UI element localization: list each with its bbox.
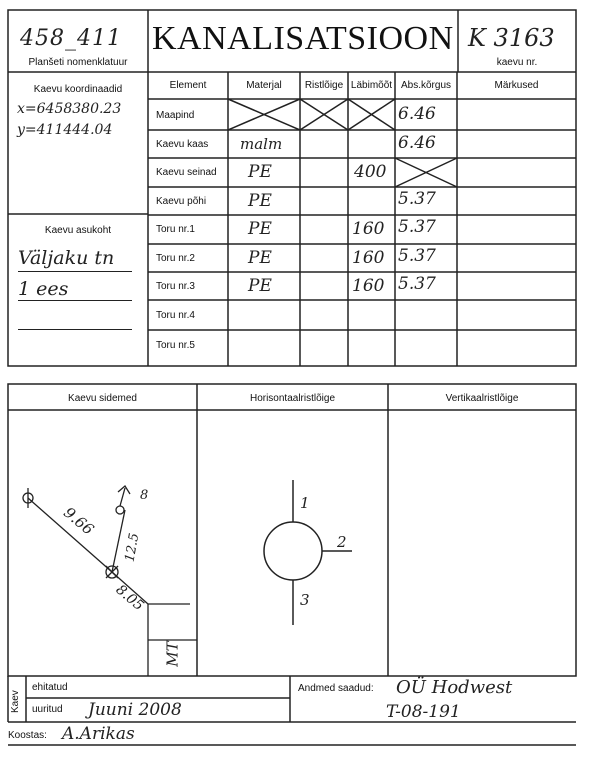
location-rule-3 [18, 329, 132, 330]
pipe-label: 3 [300, 591, 310, 609]
abs-value: 6.46 [398, 133, 436, 153]
row-label: Kaevu seinad [156, 167, 217, 178]
sketch-col-vertical: Vertikaalristlõige [445, 393, 519, 404]
coordinate-y: y=411444.04 [17, 122, 113, 138]
material-value: PE [248, 162, 272, 182]
row-label: Toru nr.5 [156, 340, 195, 351]
author-label: Koostas: [8, 730, 47, 741]
col-diameter: Läbimõõt [350, 80, 393, 91]
material-value: PE [248, 276, 272, 296]
row-label: Maapind [156, 110, 195, 121]
col-material: Materjal [246, 80, 282, 91]
pipe-label: 2 [337, 533, 347, 551]
distance-label: 12.5 [122, 531, 143, 564]
sketch-col-ties: Kaevu sidemed [68, 393, 137, 404]
data-source-label: Andmed saadud: [298, 683, 374, 694]
abs-value: 5.37 [398, 189, 436, 209]
data-source-value: OÜ Hodwest [396, 677, 513, 698]
coordinates-label: Kaevu koordinaadid [33, 84, 123, 95]
data-source-code: T-08-191 [386, 702, 461, 722]
distance-label: 9.66 [60, 503, 98, 539]
row-label: Toru nr.1 [156, 224, 195, 235]
location-line2: 1 ees [18, 278, 69, 300]
col-abs-height: Abs.kõrgus [400, 80, 452, 91]
surveyed-value: Juuni 2008 [88, 700, 182, 720]
well-number: K 3163 [468, 24, 555, 52]
diameter-value: 400 [354, 162, 387, 182]
distance-label: 8.05 [112, 581, 147, 615]
material-value: malm [240, 135, 283, 153]
col-element: Element [169, 80, 207, 91]
material-value: PE [248, 248, 272, 268]
coordinate-x: x=6458380.23 [17, 101, 122, 117]
location-label: Kaevu asukoht [44, 225, 112, 236]
row-label: Toru nr.3 [156, 281, 195, 292]
row-label: Toru nr.4 [156, 310, 195, 321]
well-caption: kaevu nr. [496, 57, 538, 68]
well-label: MT [163, 641, 182, 667]
location-rule-2 [18, 300, 132, 301]
diameter-value: 160 [352, 248, 385, 268]
node-label: 8 [140, 488, 149, 503]
col-notes: Märkused [494, 80, 539, 91]
side-label: Kaev [10, 690, 21, 713]
abs-value: 5.37 [398, 217, 436, 237]
page-title: KANALISATSIOON [152, 20, 454, 57]
material-value: PE [248, 191, 272, 211]
abs-value: 6.46 [398, 104, 436, 124]
location-line1: Väljaku tn [18, 247, 115, 269]
sketch-col-horizontal: Horisontaalristlõige [249, 393, 336, 404]
author-value: A.Arikas [62, 724, 135, 744]
surveyed-label: uuritud [32, 704, 63, 715]
location-rule-1 [18, 271, 132, 272]
sheet-caption: Planšeti nomenklatuur [28, 57, 128, 68]
material-value: PE [248, 219, 272, 239]
diameter-value: 160 [352, 276, 385, 296]
built-label: ehitatud [32, 682, 68, 693]
sheet-number: 458_411 [20, 26, 122, 51]
pipe-label: 1 [300, 494, 310, 512]
diameter-value: 160 [352, 219, 385, 239]
abs-value: 5.37 [398, 246, 436, 266]
row-label: Kaevu põhi [156, 196, 207, 207]
row-label: Toru nr.2 [156, 253, 195, 264]
row-label: Kaevu kaas [156, 139, 209, 150]
abs-value: 5.37 [398, 274, 436, 294]
col-section: Ristlõige [304, 80, 344, 91]
